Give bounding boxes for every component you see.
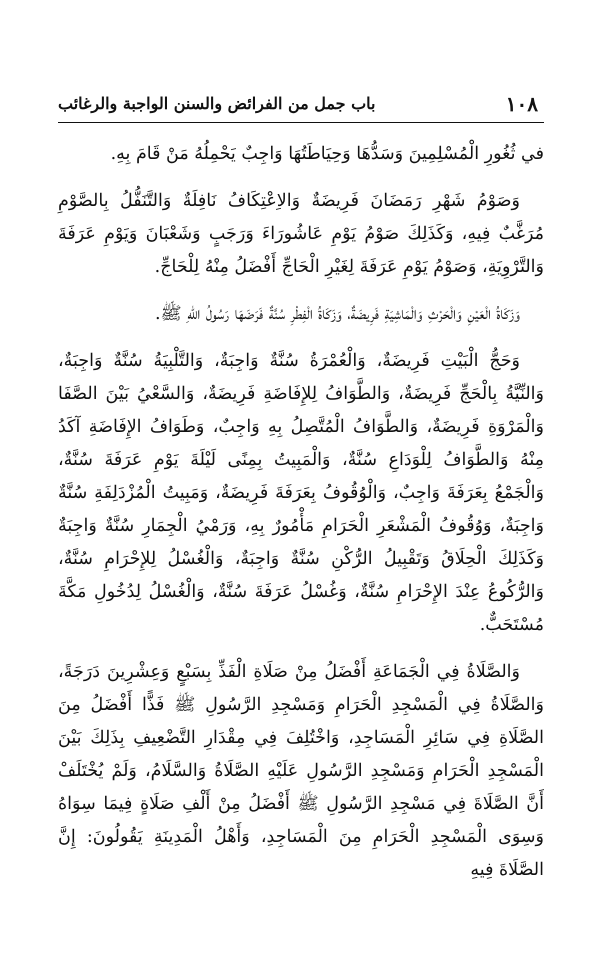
page-body xyxy=(58,138,544,901)
page-number: ١٠٨ xyxy=(505,92,538,116)
page-header xyxy=(58,88,538,124)
paragraph-zakat: وَزَكَاةُ الْعَيْنِ وَالْحَرْثِ وَالْمَاشِيَةِ فَرِيضَةٌ، وَزَكَاةُ الْفِطْرِ سُنَّةٌ فَرَضَهَا رَسُولُ اللهِ ﷺ. xyxy=(154,304,520,324)
paragraph-frontier-duty: في ثُغُورِ الْمُسْلِمِينَ وَسَدُّهَا وَحِيَاطَتُهَا وَاجِبٌ يَحْمِلُهُ مَنْ قَامَ بِهِ. xyxy=(110,144,544,164)
paragraph-hajj: وَحَجُّ الْبَيْتِ فَرِيضَةٌ، وَالْعُمْرَةُ سُنَّةٌ وَاجِبَةٌ، وَالتَّلْبِيَةُ سُنَّةٌ وَاجِبَةٌ، وَالنِّيَّةُ بِالْحَجِّ فَرِيضَةٌ، وَالطَّوَافُ لِلإِفَاضَةِ فَرِيضَةٌ، وَالسَّعْيُ بَيْنَ الصَّفَا وَالْمَرْوَةِ فَرِيضَةٌ، وَالطَّوَافُ الْمُتَّصِلُ بِهِ وَاجِبٌ، وَطَوَافُ الإِفَاضَةِ آكَدُ مِنْهُ وَالطَّوَافُ لِلْوَدَاعِ سُنَّةٌ، وَالْمَبِيتُ بِمِنًى لَيْلَةَ يَوْمِ عَرَفَةَ سُنَّةٌ، وَالْجَمْعُ بِعَرَفَةَ وَاجِبٌ، وَالْوُقُوفُ بِعَرَفَةَ فَرِيضَةٌ، وَمَبِيتُ الْمُزْدَلِفَةِ سُنَّةٌ وَاجِبَةٌ، وَوُقُوفُ الْمَشْعَرِ الْحَرَامِ مَأْمُورٌ بِهِ، وَرَمْيُ الْجِمَارِ سُنَّةٌ وَاجِبَةٌ وَكَذَلِكَ الْحِلَاقُ وَتَقْبِيلُ الرُّكْنِ سُنَّةٌ وَاجِبَةٌ، وَالْغُسْلُ لِلإِحْرَامِ سُنَّةٌ، وَالرُّكُوعُ عِنْدَ الإِحْرَامِ سُنَّةٌ، وَغُسْلُ عَرَفَةَ سُنَّةٌ، وَالْغُسْلُ لِدُخُولِ مَكَّةَ مُسْتَحَبٌّ. xyxy=(58,351,544,635)
paragraph-congregational-prayer: وَالصَّلَاةُ فِي الْجَمَاعَةِ أَفْضَلُ مِنْ صَلَاةِ الْفَذِّ بِسَبْعٍ وَعِشْرِينَ دَرَجَةً، وَالصَّلَاةُ فِي الْمَسْجِدِ الْحَرَامِ وَمَسْجِدِ الرَّسُولِ ﷺ فَذًّا أَفْضَلُ مِنَ الصَّلَاةِ فِي سَائِرِ الْمَسَاجِدِ، وَاخْتُلِفَ فِي مِقْدَارِ التَّضْعِيفِ بِذَلِكَ بَيْنَ الْمَسْجِدِ الْحَرَامِ وَمَسْجِدِ الرَّسُولِ عَلَيْهِ الصَّلَاةُ وَالسَّلَامُ، وَلَمْ يُخْتَلَفْ أَنَّ الصَّلَاةَ فِي مَسْجِدِ الرَّسُولِ ﷺ أَفْضَلُ مِنْ أَلْفِ صَلَاةٍ فِيمَا سِوَاهُ وَسِوَى الْمَسْجِدِ الْحَرَامِ مِنَ الْمَسَاجِدِ، وَأَهْلُ الْمَدِينَةِ يَقُولُونَ: إِنَّ الصَّلَاةَ فِيهِ xyxy=(58,662,544,880)
header-divider xyxy=(58,122,544,123)
paragraph-fasting: وَصَوْمُ شَهْرِ رَمَضَانَ فَرِيضَةٌ وَالاِعْتِكَافُ نَافِلَةٌ وَالتَّنَفُّلُ بِالصَّوْمِ مُرَغَّبٌ فِيهِ، وَكَذَلِكَ صَوْمُ يَوْمِ عَاشُورَاءَ وَرَجَبٍ وَشَعْبَانَ وَيَوْمِ عَرَفَةَ وَالتَّرْوِيَةِ، وَصَوْمُ يَوْمِ عَرَفَةَ لِغَيْرِ الْحَاجِّ أَفْضَلُ مِنْهُ لِلْحَاجِّ. xyxy=(58,191,544,277)
running-title: باب جمل من الفرائض والسنن الواجبة والرغائب xyxy=(58,94,376,113)
